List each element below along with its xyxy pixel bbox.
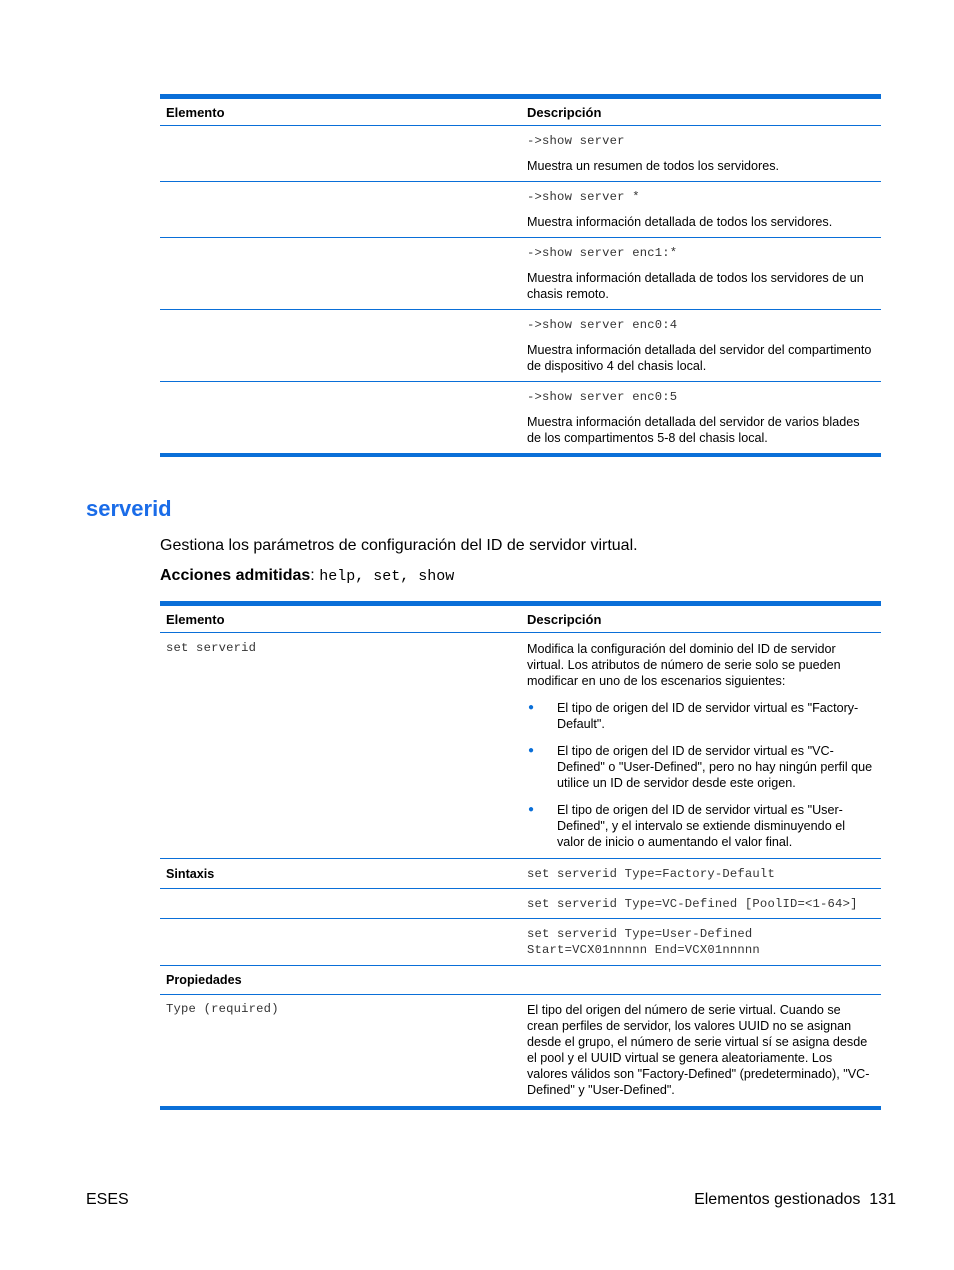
section-title: serverid [86, 496, 172, 521]
command-example: ->show server enc0:4 [527, 318, 678, 332]
list-item-text: El tipo de origen del ID de servidor virtual es "User-Defined", y el intervalo se extiende disminuyendo el valor de inicio o aumentando el valor final. [557, 803, 845, 849]
syntax-row [160, 919, 881, 966]
list-item [527, 802, 875, 850]
row-element [160, 318, 521, 374]
command-example: ->show server enc0:5 [527, 390, 678, 404]
footer-locale: ESES [86, 1191, 129, 1208]
command-description: Muestra un resumen de todos los servidores. [527, 159, 779, 173]
table-row [160, 126, 881, 182]
section-intro: Gestiona los parámetros de configuración del ID de servidor virtual. [160, 537, 638, 554]
serverid-table [160, 601, 881, 1110]
table-row [160, 382, 881, 457]
table-header [160, 601, 881, 633]
command-description: Muestra información detallada de todos los servidores. [527, 215, 833, 229]
property-row [160, 995, 881, 1110]
property-name: Type (required) [166, 1002, 279, 1016]
table-row [160, 238, 881, 310]
bullet-icon: ● [528, 702, 535, 713]
syntax-label: Sintaxis [166, 866, 215, 881]
property-description: El tipo del origen del número de serie virtual. Cuando se crean perfiles de servidor, los valores UUID no se asignan desde el grupo, el número de serie virtual sí se asigna desde el pool y el UUID virtual se genera aleatoriamente. Los valores válidos son "Factory-Defined" (predeterminado), "VC-Defined" y "User-Defined". [527, 1003, 870, 1097]
syntax-example: set serverid Type=Factory-Default [527, 866, 775, 881]
bullet-icon: ● [528, 804, 535, 815]
command-description: Muestra información detallada de todos los servidores de un chasis remoto. [527, 271, 864, 301]
scenario-list [527, 700, 875, 850]
command-example: ->show server enc1:* [527, 246, 678, 260]
list-item-text: El tipo de origen del ID de servidor virtual es "VC-Defined" o "User-Defined", pero no hay ningún perfil que utilice un ID de servidor desde este origen. [557, 744, 873, 790]
command-name: set serverid [166, 641, 257, 655]
syntax-example: set serverid Type=VC-Defined [PoolID=<1-64>] [527, 896, 858, 911]
table-row [160, 182, 881, 238]
properties-label: Propiedades [166, 973, 242, 987]
header-elemento: Elemento [166, 104, 225, 120]
header-descripcion: Descripción [527, 611, 602, 627]
actions-label: Acciones admitidas [160, 567, 311, 584]
footer-section: Elementos gestionados [694, 1191, 861, 1208]
page-number: 131 [869, 1191, 896, 1208]
syntax-example: set serverid Type=User-Defined Start=VCX01nnnnn End=VCX01nnnnn [527, 927, 760, 957]
table-row [160, 310, 881, 382]
syntax-row [160, 859, 881, 889]
command-description: Modifica la configuración del dominio del ID de servidor virtual. Los atributos de número de serie solo se pueden modificar en uno de los escenarios siguientes: [527, 642, 841, 688]
supported-actions [160, 567, 454, 585]
row-element [160, 134, 521, 174]
row-element [160, 246, 521, 302]
actions-separator: : [310, 567, 315, 584]
properties-header-row [160, 966, 881, 995]
footer-page-info [694, 1191, 896, 1209]
command-description: Muestra información detallada del servidor del compartimento de dispositivo 4 del chasis local. [527, 343, 872, 373]
row-element [160, 190, 521, 230]
command-example: ->show server [527, 134, 625, 148]
bullet-icon: ● [528, 745, 535, 756]
syntax-row [160, 889, 881, 919]
set-serverid-row [160, 633, 881, 859]
show-server-examples-table [160, 94, 881, 457]
actions-values: help, set, show [319, 568, 455, 585]
command-example: ->show server * [527, 190, 640, 204]
header-descripcion: Descripción [527, 104, 602, 120]
row-element [160, 390, 521, 446]
command-description: Muestra información detallada del servidor de varios blades de los compartimentos 5-8 del chasis local. [527, 415, 860, 445]
list-item [527, 700, 875, 732]
list-item [527, 743, 875, 791]
header-elemento: Elemento [166, 611, 225, 627]
table-header [160, 94, 881, 126]
list-item-text: El tipo de origen del ID de servidor virtual es "Factory-Default". [557, 701, 859, 731]
